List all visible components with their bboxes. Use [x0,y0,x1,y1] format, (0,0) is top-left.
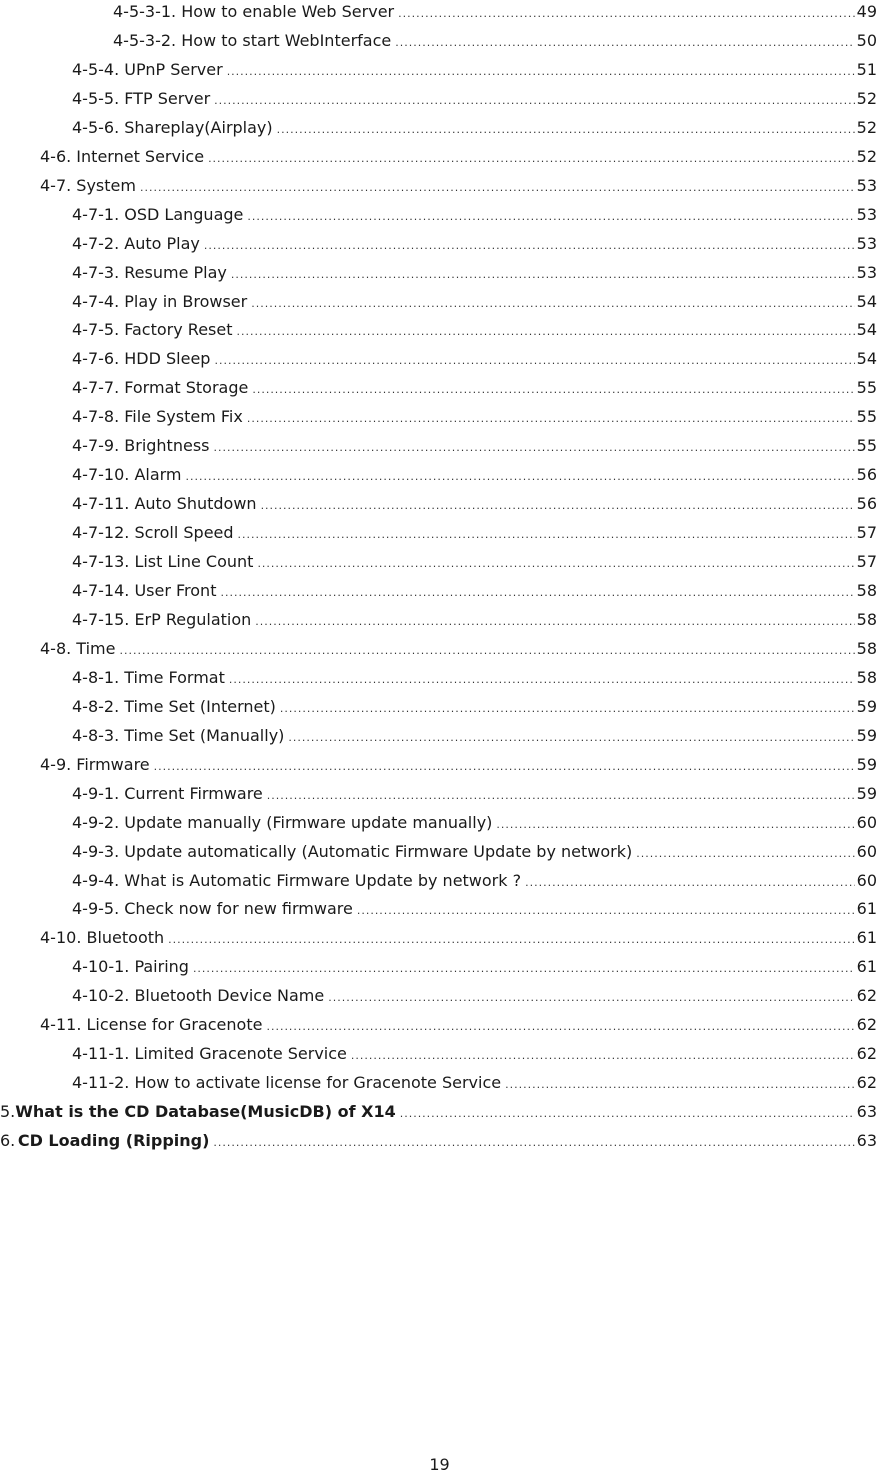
toc-entry[interactable] [72,261,877,285]
toc-entry-page: 58 [856,581,877,600]
page-number: 19 [429,1455,450,1474]
toc-entry-label: 4-8. Time [40,638,116,658]
toc-entry-page: 54 [856,291,877,311]
dot-leader [119,639,854,663]
toc-entry-page: 57 [856,523,877,543]
toc-entry[interactable] [113,0,877,24]
toc-entry[interactable] [72,521,877,545]
toc-entry-page: 61 [856,899,877,919]
toc-entry-page: 57 [856,552,877,572]
toc-entry[interactable] [72,1071,877,1095]
toc-entry[interactable] [72,1042,877,1066]
toc-entry-label: 4-9-1. Current Firmware [72,783,263,803]
toc-entry-label: 4-7-13. List Line Count [72,552,254,572]
toc-entry-page: 54 [856,320,877,340]
dot-leader [204,234,855,258]
toc-entry-label: 4-8-2. Time Set (Internet) [72,696,276,716]
toc-entry[interactable] [72,984,877,1008]
toc-entry[interactable] [72,492,877,516]
toc-entry-label: CD Loading (Ripping) [17,1131,210,1151]
dot-leader [400,1102,855,1126]
toc-entry-label: 4-7-8. File System Fix [72,407,243,427]
toc-entry-label: 4-10. Bluetooth [40,928,165,948]
toc-entry-label: 4-9-5. Check now for new firmware [72,899,353,919]
toc-entry-page: 62 [856,1015,877,1035]
dot-leader [505,1073,855,1097]
toc-entry-page: 62 [856,1073,877,1093]
toc-entry-page: 50 [856,30,877,50]
toc-entry-label: 4-7-9. Brightness [72,436,210,456]
dot-leader [154,755,855,779]
toc-entry[interactable] [72,58,877,82]
toc-entry-label: 4-7. System [40,175,136,195]
toc-entry-page: 60 [856,812,877,832]
toc-entry-label: 4-9. Firmware [40,754,150,774]
dot-leader [168,928,854,952]
dot-leader [208,147,855,171]
toc-entry-label: 4-8-1. Time Format [72,667,225,687]
toc-entry[interactable] [0,1100,877,1124]
toc-entry-label: 4-11. License for Gracenote [40,1015,263,1035]
toc-entry-page: 52 [856,117,877,137]
toc-entry-page: 52 [856,88,877,108]
toc-entry-label: 4-5-3-2. How to start WebInterface [113,30,392,50]
toc-entry-page: 55 [856,436,877,456]
toc-entry[interactable] [40,174,877,198]
toc-entry-label: 4-9-3. Update automatically (Automatic Firmware Update by network) [72,841,633,861]
toc-entry-label: 4-7-12. Scroll Speed [72,523,234,543]
toc-entry-label: 4-9-4. What is Automatic Firmware Update by network ? [72,870,522,890]
toc-entry[interactable] [72,116,877,140]
dot-leader [247,205,854,229]
toc-entry-label: 4-7-11. Auto Shutdown [72,494,257,514]
toc-entry-label: 4-8-3. Time Set (Manually) [72,725,285,745]
dot-leader [261,494,855,518]
toc-entry[interactable] [72,318,877,342]
toc-entry-page: 52 [856,146,877,166]
toc-entry-label: 4-6. Internet Service [40,146,205,166]
dot-leader [328,986,854,1010]
dot-leader [213,1131,854,1155]
dot-leader [247,407,855,431]
toc-entry[interactable] [72,87,877,111]
toc-entry-label: 4-7-14. User Front [72,581,217,600]
dot-leader [277,118,855,142]
toc-entry-page: 54 [856,349,877,369]
dot-leader [398,2,855,26]
toc-entry[interactable] [72,955,877,979]
toc-entry[interactable] [72,347,877,371]
toc-entry[interactable] [72,724,877,748]
dot-leader [213,436,854,460]
toc-entry-page: 51 [856,59,877,79]
toc-entry[interactable] [72,782,877,806]
dot-leader [636,842,854,866]
toc-entry-page: 58 [856,638,877,658]
toc-entry-label: 4-7-5. Factory Reset [72,320,233,340]
dot-leader [280,697,855,721]
dot-leader [257,552,854,576]
toc-entry-label: 4-10-2. Bluetooth Device Name [72,986,325,1006]
toc-entry[interactable] [72,695,877,719]
toc-entry[interactable] [72,579,877,603]
toc-entry-page: 56 [856,494,877,514]
dot-leader [229,668,855,692]
toc-entry-page: 63 [856,1131,877,1151]
dot-leader [266,1015,854,1039]
toc-entry[interactable] [72,811,877,835]
dot-leader [496,813,854,837]
toc-entry-page: 58 [856,609,877,629]
dot-leader [267,784,855,808]
dot-leader [236,320,854,344]
dot-leader [255,610,854,634]
toc-entry[interactable] [40,145,877,169]
toc-entry-page: 62 [856,1044,877,1064]
dot-leader [140,176,855,200]
dot-leader [220,581,854,605]
dot-leader [288,726,854,750]
toc-entry[interactable] [113,29,877,53]
toc-entry[interactable] [72,897,877,921]
toc-entry-label: 4-5-4. UPnP Server [72,59,223,79]
toc-entry[interactable] [0,1129,877,1153]
toc-entry-label: 4-7-3. Resume Play [72,262,227,282]
toc-entry-label: 4-7-7. Format Storage [72,378,249,398]
toc-entry-page: 58 [856,667,877,687]
toc-entry-page: 53 [856,233,877,253]
dot-leader [351,1044,855,1068]
toc-entry-label: 4-7-4. Play in Browser [72,291,248,311]
toc-entry[interactable] [72,405,877,429]
toc-entry-page: 59 [856,696,877,716]
toc-entry[interactable] [40,637,877,661]
toc-entry-page: 61 [856,928,877,948]
toc-entry-number: 6. [0,1131,16,1151]
dot-leader [251,292,854,316]
toc-entry-page: 63 [856,1102,877,1122]
dot-leader [214,349,854,373]
dot-leader [231,263,855,287]
toc-entry[interactable] [72,869,877,893]
toc-entry[interactable] [72,376,877,400]
toc-entry-page: 60 [856,870,877,890]
toc-entry[interactable] [72,840,877,864]
dot-leader [525,871,855,895]
toc-entry-label: 4-7-10. Alarm [72,465,182,485]
dot-leader [357,899,855,923]
toc-entry-label: 4-11-2. How to activate license for Gracenote Service [72,1073,502,1093]
toc-entry[interactable] [72,463,877,487]
toc-entry[interactable] [40,1013,877,1037]
toc-entry-page: 56 [856,465,877,485]
toc-entry[interactable] [72,550,877,574]
toc-entry-label: 4-5-6. Shareplay(Airplay) [72,117,273,137]
toc-entry-label: 4-7-1. OSD Language [72,204,244,224]
toc-entry-page: 60 [856,841,877,861]
dot-leader [238,523,855,547]
toc-entry[interactable] [40,753,877,777]
dot-leader [186,465,855,489]
toc-entry-label: 4-7-6. HDD Sleep [72,349,211,369]
toc-entry-label: 4-7-15. ErP Regulation [72,609,252,629]
toc-entry-label: 4-5-3-1. How to enable Web Server [113,2,395,21]
dot-leader [193,957,855,981]
toc-entry-page: 59 [856,725,877,745]
dot-leader [227,60,855,84]
toc-entry[interactable] [40,926,877,950]
toc-entry-page: 62 [856,986,877,1006]
toc-entry[interactable] [72,203,877,227]
toc-entry-page: 49 [856,2,877,21]
toc-entry-number: 5. [0,1102,16,1122]
toc-entry-label: 4-7-2. Auto Play [72,233,200,253]
toc-entry-label: What is the CD Database(MusicDB) of X14 [15,1102,396,1122]
toc-entry-label: 4-5-5. FTP Server [72,88,211,108]
toc-entry-page: 59 [856,754,877,774]
toc-entry[interactable] [72,434,877,458]
toc-entry-page: 61 [856,957,877,977]
toc-entry-page: 55 [856,378,877,398]
toc-entry-page: 53 [856,262,877,282]
toc-entry-label: 4-9-2. Update manually (Firmware update manually) [72,812,493,832]
toc-entry-page: 53 [856,204,877,224]
toc-entry-page: 53 [856,175,877,195]
toc-entry[interactable] [72,608,877,632]
dot-leader [395,31,854,55]
dot-leader [252,378,854,402]
dot-leader [214,89,854,113]
toc-entry[interactable] [72,666,877,690]
toc-entry-page: 59 [856,783,877,803]
toc-entry[interactable] [72,290,877,314]
toc-entry[interactable] [72,232,877,256]
toc-entry-label: 4-11-1. Limited Gracenote Service [72,1044,347,1064]
toc-entry-page: 55 [856,407,877,427]
toc-entry-label: 4-10-1. Pairing [72,957,189,977]
